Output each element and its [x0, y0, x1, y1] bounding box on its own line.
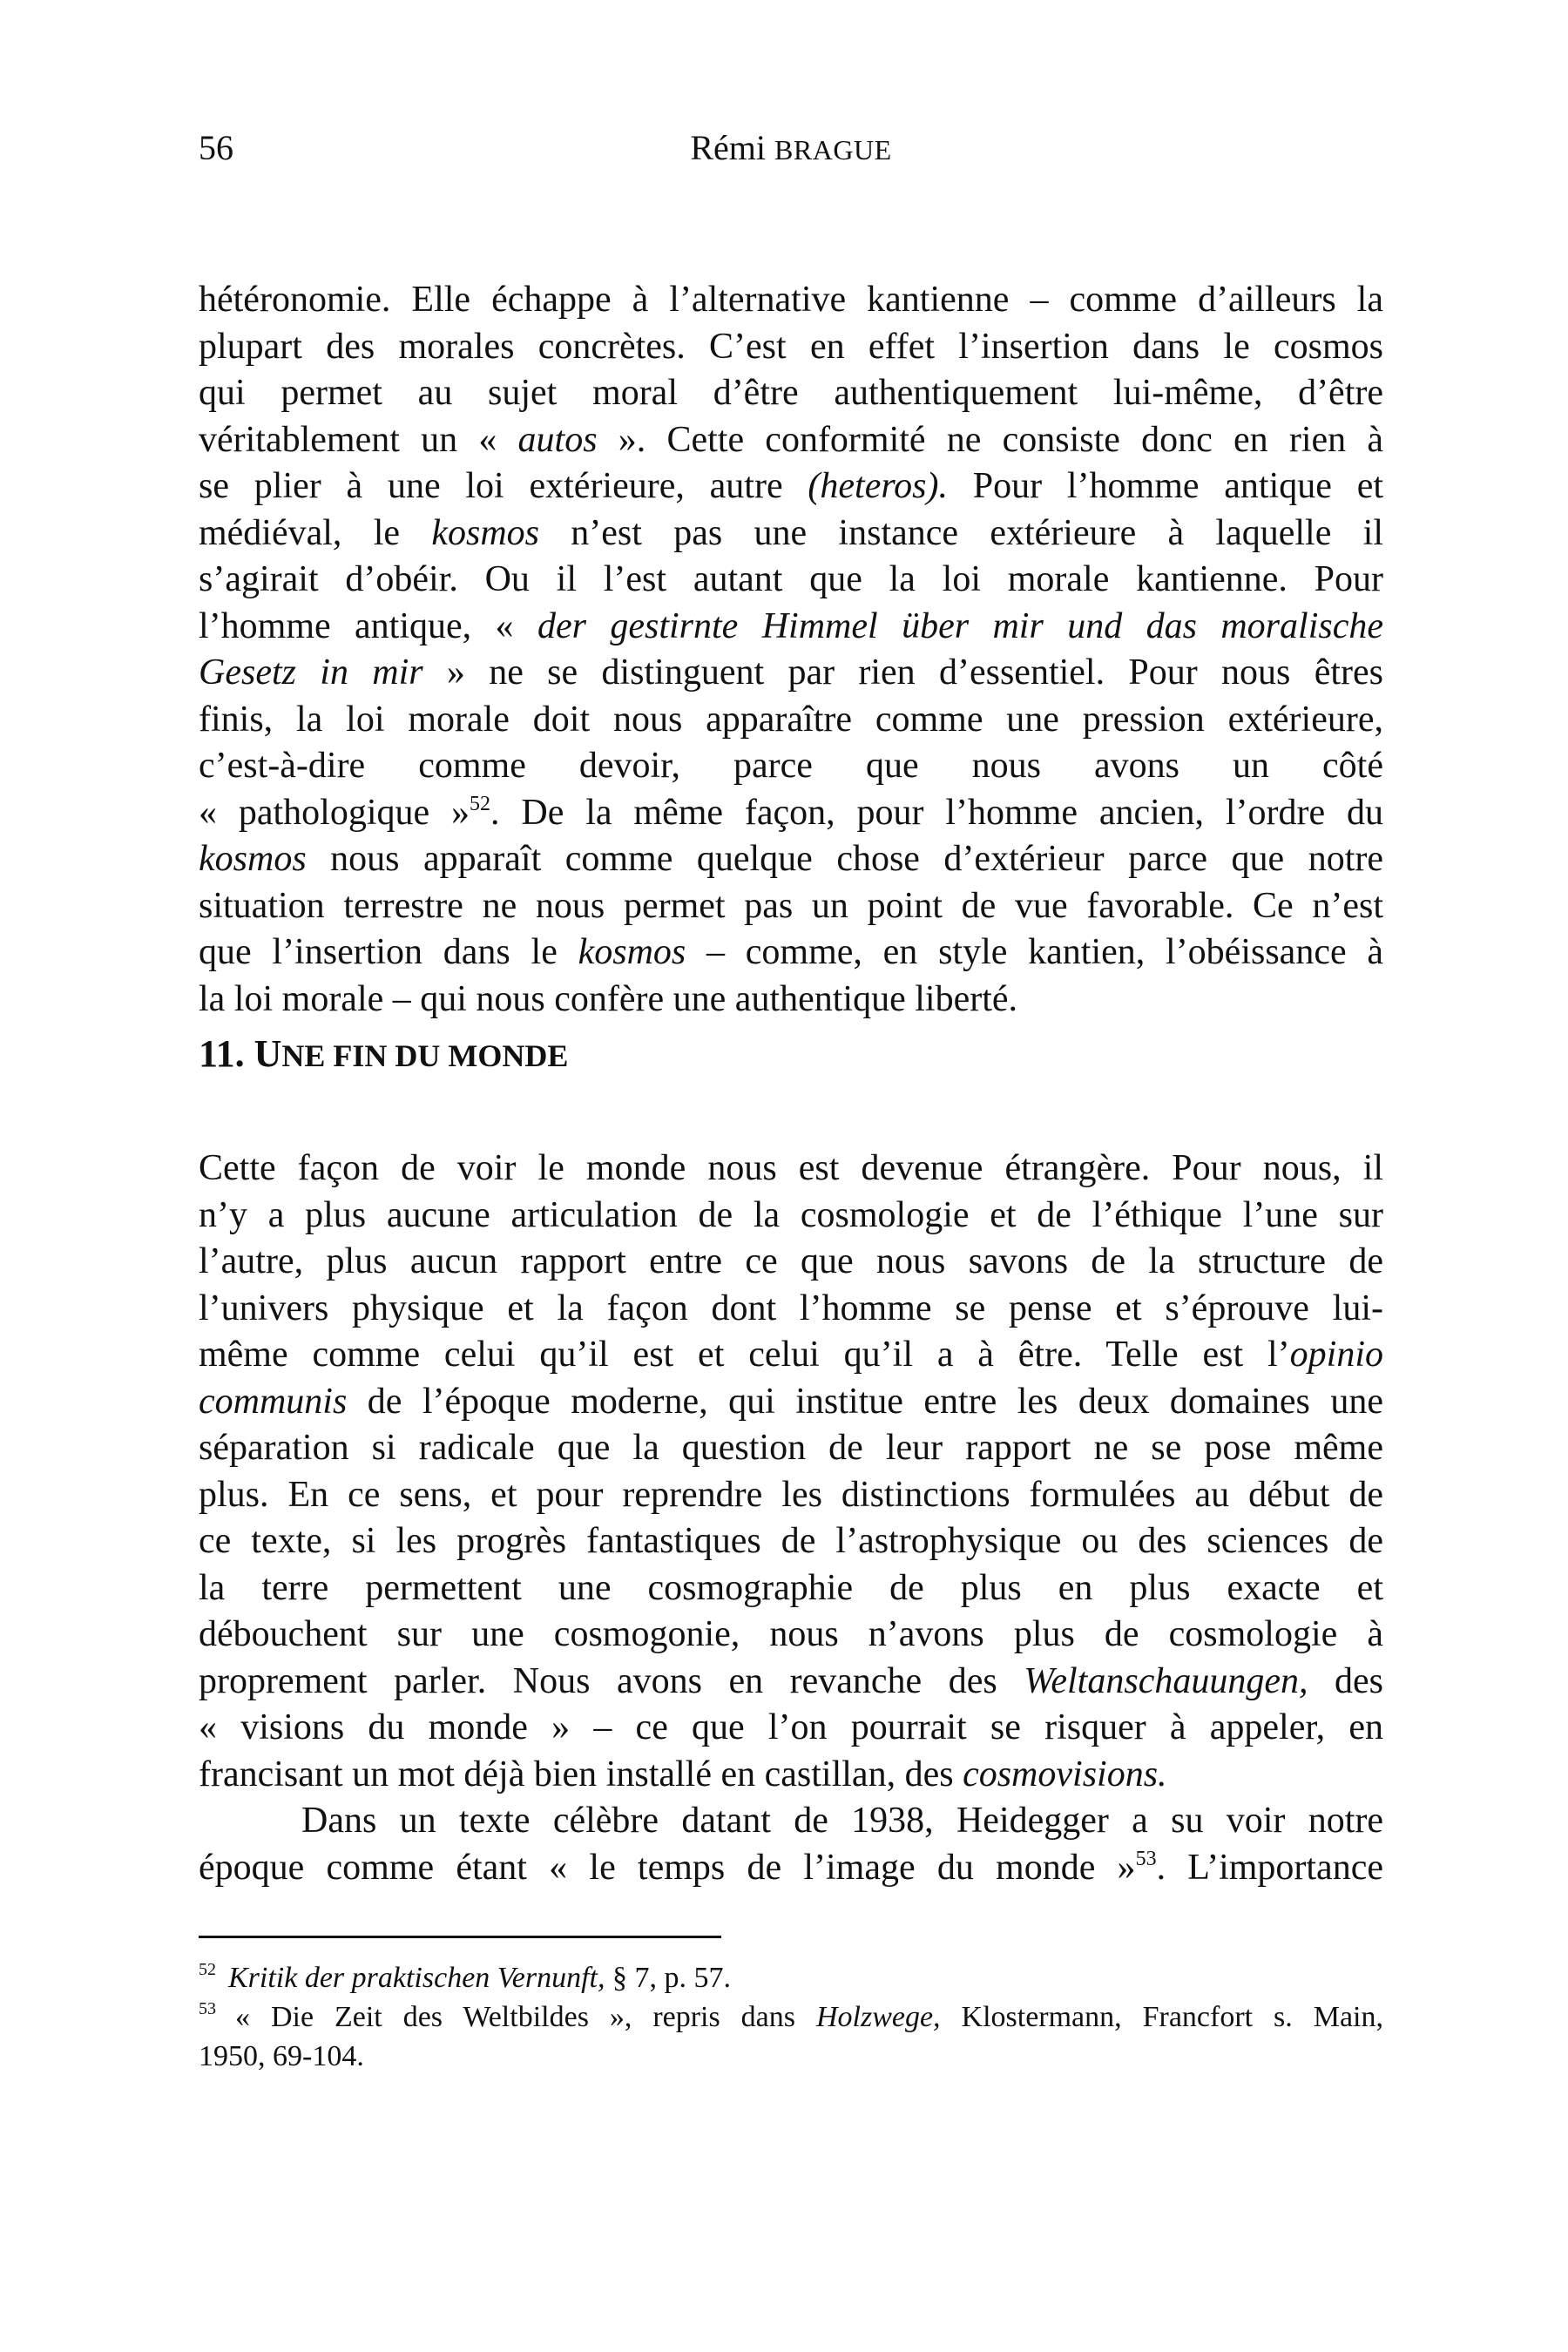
text-line: kosmos nous apparaît comme quelque chose d’extérieur parce que notre: [199, 839, 1383, 879]
text-line: débouchent sur une cosmogonie, nous n’avons plus de cosmologie à: [199, 1614, 1383, 1654]
footnote-53-continued: 1950, 69-104.: [199, 2040, 364, 2072]
footnote-52: $^{52}$ Kritik der praktischen Vernunft, § 7, p. 57.: [199, 1960, 732, 1994]
text-line: la loi morale – qui nous confère une authentique liberté.: [199, 978, 1018, 1019]
italic-term: communis: [199, 1381, 348, 1422]
text-line: francisant un mot déjà bien installé en castillan, des cosmovisions.: [199, 1754, 1167, 1794]
text-line: situation terrestre ne nous permet pas un point de vue favorable. Ce n’est: [199, 885, 1383, 926]
page-number: 56: [199, 128, 233, 167]
text-line: la terre permettent une cosmographie de plus en plus exacte et: [199, 1567, 1383, 1608]
text-line: l’homme antique, « der gestirnte Himmel über mir und das moralische: [199, 605, 1383, 646]
text-line: Dans un texte célèbre datant de 1938, Heidegger a su voir notre: [301, 1801, 1383, 1841]
italic-term: (heteros).: [808, 466, 948, 506]
text-line: finis, la loi morale doit nous apparaître comme une pression extérieure,: [199, 699, 1383, 740]
footnotes: [199, 1958, 1383, 2076]
text-line: plus. En ce sens, et pour reprendre les distinctions formulées au début de: [199, 1474, 1383, 1515]
text-line: véritablement un « autos ». Cette conformité ne consiste donc en rien à: [199, 419, 1383, 460]
text-line: c’est-à-dire comme devoir, parce que nous avons un côté: [199, 746, 1383, 786]
section-title-rest: NE FIN DU MONDE: [281, 1038, 569, 1073]
text-line: s’agirait d’obéir. Ou il l’est autant que la loi morale kantienne. Pour: [199, 559, 1383, 599]
text-line: médiéval, le kosmos n’est pas une instance extérieure à laquelle il: [199, 512, 1383, 553]
text-line: même comme celui qu’il est et celui qu’il a à être. Telle est l’opinio: [199, 1335, 1383, 1375]
text-line: l’autre, plus aucun rapport entre ce que nous savons de la structure de: [199, 1241, 1383, 1281]
footnote-ref-52: 52: [470, 792, 491, 815]
footnote-53: $^{53}$ « Die Zeit des Weltbildes », repris dans Holzwege, Klostermann, Francfort s. Main,: [199, 1999, 1383, 2033]
text-line: communis de l’époque moderne, qui institue entre les deux domaines une: [199, 1381, 1383, 1422]
text-line: hétéronomie. Elle échappe à l’alternative kantienne – comme d’ailleurs la: [199, 280, 1383, 320]
footnote-number: 53: [199, 1999, 216, 2018]
italic-term: kosmos: [431, 512, 539, 553]
text-line: époque comme étant « le temps de l’image du monde »$^{53}$. L’importance: [199, 1847, 1383, 1888]
author-first-name: Rémi: [690, 128, 775, 167]
text-line: n’y a plus aucune articulation de la cosmologie et de l’éthique l’une sur: [199, 1194, 1383, 1235]
text-line: « visions du monde » – ce que l’on pourrait se risquer à appeler, en: [199, 1707, 1383, 1747]
italic-term: opinio: [1289, 1335, 1383, 1375]
italic-quote: Gesetz in mir: [199, 652, 423, 693]
text-line: séparation si radicale que la question de leur rapport ne se pose même: [199, 1428, 1383, 1468]
text-line: « pathologique »$^{52}$. De la même façon, pour l’homme ancien, l’ordre du: [199, 792, 1383, 833]
paragraph-2: [199, 1146, 1383, 1891]
italic-term: Weltanschauungen,: [1024, 1660, 1308, 1701]
text-line: que l’insertion dans le kosmos – comme, en style kantien, l’obéissance à: [199, 932, 1384, 972]
author-last-name: BRAGUE: [774, 134, 892, 166]
paragraph-1: [199, 277, 1383, 1023]
section-number: 11.: [199, 1032, 254, 1075]
italic-term: cosmovisions.: [963, 1754, 1167, 1794]
section-title-initial: U: [253, 1032, 282, 1075]
text-line: qui permet au sujet moral d’être authentiquement lui-même, d’être: [199, 373, 1383, 413]
running-head: [199, 122, 1383, 174]
footnote-divider: [199, 1936, 721, 1938]
italic-term: autos: [517, 419, 598, 460]
italic-quote: der gestirnte Himmel über mir und das moralische: [537, 605, 1383, 646]
text-line: ce texte, si les progrès fantastiques de l’astrophysique ou des sciences de: [199, 1521, 1383, 1561]
running-title-author: [199, 122, 1383, 176]
text-line: Gesetz in mir » ne se distinguent par rien d’essentiel. Pour nous êtres: [199, 652, 1383, 693]
italic-term: kosmos: [578, 932, 686, 972]
footnote-number: 52: [199, 1960, 216, 1979]
text-line: proprement parler. Nous avons en revanche des Weltanschauungen, des: [199, 1660, 1383, 1701]
text-line: Cette façon de voir le monde nous est devenue étrangère. Pour nous, il: [199, 1148, 1383, 1188]
text-line: plupart des morales concrètes. C’est en effet l’insertion dans le cosmos: [199, 326, 1383, 367]
text-line: l’univers physique et la façon dont l’homme se pense et s’éprouve lui-: [199, 1288, 1383, 1328]
footnote-ref-53: 53: [1135, 1847, 1157, 1870]
text-line: se plier à une loi extérieure, autre (heteros). Pour l’homme antique et: [199, 466, 1384, 506]
section-heading: [199, 1028, 568, 1082]
italic-term: kosmos: [199, 839, 307, 879]
